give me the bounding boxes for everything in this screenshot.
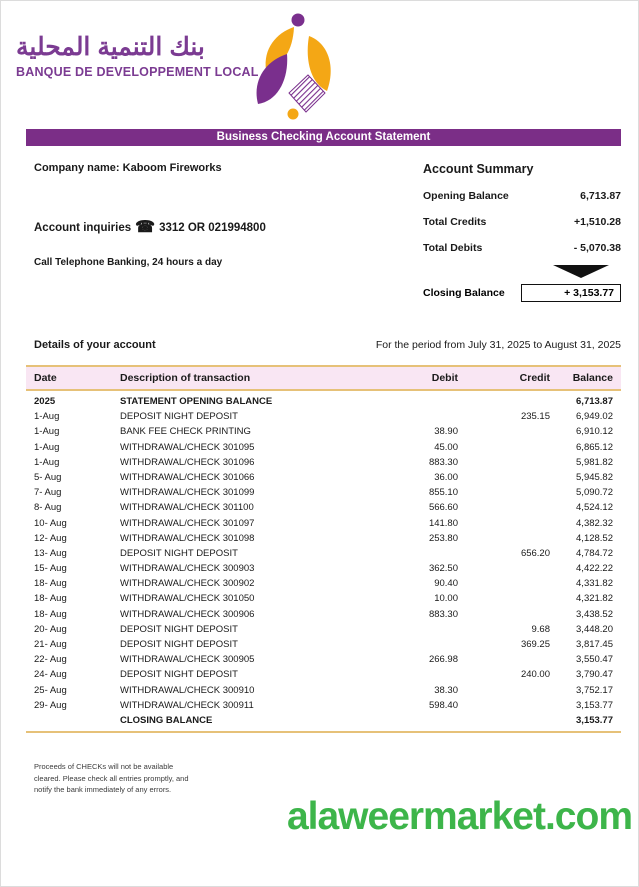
bank-brand — [16, 7, 259, 79]
cell-description: WITHDRAWAL/CHECK 300903 — [120, 563, 255, 575]
cell-debit: 253.80 — [428, 532, 458, 544]
cell-date: 29- Aug — [34, 699, 67, 711]
statement-title-banner: Business Checking Account Statement — [26, 129, 621, 146]
cell-date: 18- Aug — [34, 608, 67, 620]
table-row — [26, 424, 621, 439]
cell-debit — [376, 409, 458, 424]
cell-balance: 5,945.82 — [576, 471, 613, 483]
table-row — [26, 667, 621, 682]
cell-debit — [376, 667, 458, 682]
table-row — [26, 591, 621, 606]
cell-credit: 9.68 — [531, 623, 550, 635]
cell-credit: 369.25 — [520, 639, 550, 650]
cell-credit: 240.00 — [520, 669, 550, 681]
col-header-date: Date — [26, 367, 114, 390]
table-row — [26, 546, 621, 561]
summary-value: +1,510.28 — [573, 216, 621, 228]
cell-description: WITHDRAWAL/CHECK 300910 — [120, 684, 255, 696]
cell-description: WITHDRAWAL/CHECK 300906 — [120, 608, 255, 620]
cell-date: 7- Aug — [34, 487, 62, 499]
cell-balance: 3,752.17 — [576, 684, 613, 696]
table-row — [26, 500, 621, 515]
cell-balance: 3,817.45 — [576, 639, 613, 650]
cell-balance: 3,790.47 — [576, 669, 613, 681]
info-section — [34, 162, 621, 302]
account-inquiries — [34, 220, 374, 236]
details-heading: Details of your account — [34, 339, 156, 351]
watermark-text: alaweermarket.com — [286, 794, 632, 838]
cell-description: WITHDRAWAL/CHECK 300905 — [120, 654, 255, 666]
cell-date: 10- Aug — [34, 517, 67, 529]
closing-balance-row — [423, 284, 621, 302]
company-name: Company name: Kaboom Fireworks — [34, 162, 222, 174]
account-summary — [423, 162, 621, 302]
table-row — [26, 439, 621, 454]
cell-description: WITHDRAWAL/CHECK 301100 — [120, 502, 254, 514]
cell-description: WITHDRAWAL/CHECK 301099 — [120, 487, 255, 499]
col-header-credit: Credit — [458, 367, 550, 390]
cell-balance: 3,448.20 — [576, 623, 613, 635]
cell-date: 1-Aug — [34, 411, 60, 423]
header — [1, 1, 638, 123]
cell-debit — [376, 546, 458, 561]
cell-debit: 36.00 — [434, 471, 458, 483]
cell-description: DEPOSIT NIGHT DEPOSIT — [120, 669, 238, 681]
cell-debit — [376, 390, 458, 409]
cell-debit: 855.10 — [428, 487, 458, 499]
footer-notice-line: notify the bank immediately of any errors. — [34, 785, 172, 795]
phone-icon: ☎ — [135, 219, 156, 236]
cell-date: 1-Aug — [34, 456, 60, 468]
cell-balance: 3,153.77 — [576, 699, 613, 711]
cell-description: WITHDRAWAL/CHECK 300911 — [120, 699, 254, 711]
cell-credit — [458, 591, 550, 606]
cell-credit — [458, 682, 550, 697]
cell-debit: 598.40 — [428, 699, 458, 711]
cell-description: DEPOSIT NIGHT DEPOSIT — [120, 639, 238, 650]
cell-debit — [376, 622, 458, 637]
cell-debit: 45.00 — [434, 441, 458, 453]
cell-date: 25- Aug — [34, 684, 67, 696]
cell-balance: 4,321.82 — [576, 593, 613, 605]
summary-label: Opening Balance — [423, 190, 509, 202]
table-row — [26, 455, 621, 470]
bank-name-french: BANQUE DE DEVELOPPEMENT LOCAL — [16, 64, 259, 79]
cell-credit — [458, 485, 550, 500]
table-row — [26, 698, 621, 713]
cell-balance: 5,090.72 — [576, 487, 613, 499]
cell-date — [26, 713, 114, 731]
cell-credit: 235.15 — [520, 411, 550, 423]
transactions-table — [26, 367, 621, 731]
cell-credit — [458, 424, 550, 439]
cell-balance: 5,981.82 — [576, 456, 613, 468]
cell-balance: 4,784.72 — [576, 547, 613, 559]
table-row — [26, 531, 621, 546]
table-row — [26, 515, 621, 530]
cell-date: 18- Aug — [34, 593, 67, 605]
cell-debit — [376, 713, 458, 731]
cell-description: WITHDRAWAL/CHECK 301066 — [120, 471, 255, 483]
cell-credit — [458, 576, 550, 591]
cell-description: WITHDRAWAL/CHECK 301098 — [120, 532, 255, 544]
summary-value: 6,713.87 — [580, 190, 621, 202]
cell-description: WITHDRAWAL/CHECK 301095 — [120, 441, 255, 453]
statement-period: For the period from July 31, 2025 to August 31, 2025 — [375, 339, 621, 351]
cell-debit: 883.30 — [428, 456, 458, 468]
table-header-row — [26, 367, 621, 390]
table-row — [26, 713, 621, 731]
cell-description: DEPOSIT NIGHT DEPOSIT — [120, 411, 238, 423]
summary-row-debits — [423, 242, 621, 254]
cell-description: WITHDRAWAL/CHECK 300902 — [120, 578, 255, 590]
cell-debit: 141.80 — [428, 517, 458, 529]
cell-credit: 656.20 — [520, 547, 550, 559]
cell-credit — [458, 500, 550, 515]
cell-date: 20- Aug — [34, 623, 67, 635]
col-header-debit: Debit — [376, 367, 458, 390]
cell-date: 12- Aug — [34, 532, 67, 544]
cell-debit: 38.90 — [434, 426, 458, 438]
table-row — [26, 576, 621, 591]
cell-description: WITHDRAWAL/CHECK 301097 — [120, 517, 255, 529]
cell-debit: 266.98 — [428, 654, 458, 666]
cell-debit: 90.40 — [434, 578, 458, 590]
company-info — [34, 162, 374, 302]
details-heading-row — [34, 339, 621, 351]
cell-date: 21- Aug — [34, 639, 67, 650]
table-row — [26, 409, 621, 424]
cell-date: 15- Aug — [34, 563, 67, 575]
cell-date: 1-Aug — [34, 426, 60, 438]
cell-description: DEPOSIT NIGHT DEPOSIT — [120, 547, 238, 559]
footer — [34, 761, 634, 839]
cell-balance: 3,438.52 — [576, 608, 613, 620]
footer-notice — [34, 761, 634, 796]
cell-date: 22- Aug — [34, 654, 67, 666]
cell-credit — [458, 455, 550, 470]
cell-balance: 4,331.82 — [576, 578, 613, 590]
cell-credit — [458, 607, 550, 622]
cell-debit: 362.50 — [428, 563, 458, 575]
summary-label: Total Debits — [423, 242, 483, 254]
cell-date: 24- Aug — [34, 669, 67, 681]
table-row — [26, 390, 621, 409]
cell-debit: 10.00 — [434, 593, 458, 605]
cell-debit — [376, 637, 458, 652]
cell-date: 8- Aug — [34, 502, 62, 514]
table-row — [26, 607, 621, 622]
cell-description: CLOSING BALANCE — [120, 714, 213, 726]
inquiries-numbers: 3312 OR 021994800 — [159, 222, 266, 234]
closing-balance-value: + 3,153.77 — [521, 284, 621, 302]
cell-balance: 4,422.22 — [576, 563, 613, 575]
cell-credit — [458, 531, 550, 546]
summary-arrow-wrap — [423, 265, 621, 278]
summary-label: Total Credits — [423, 216, 487, 228]
cell-date: 18- Aug — [34, 578, 67, 590]
cell-balance: 6,713.87 — [576, 396, 613, 407]
footer-notice-line: Proceeds of CHECKs will not be available — [34, 761, 174, 771]
table-row — [26, 485, 621, 500]
cell-balance: 6,865.12 — [576, 441, 613, 453]
col-header-description: Description of transaction — [114, 367, 376, 390]
cell-date: 13- Aug — [34, 547, 67, 559]
cell-credit — [458, 713, 550, 731]
cell-balance: 4,128.52 — [576, 532, 613, 544]
telephone-banking-note: Call Telephone Banking, 24 hours a day — [34, 257, 223, 268]
table-row — [26, 652, 621, 667]
summary-row-credits — [423, 216, 621, 228]
cell-credit — [458, 390, 550, 409]
cell-date: 2025 — [34, 396, 56, 407]
cell-date: 5- Aug — [34, 471, 62, 483]
cell-balance: 4,382.32 — [576, 517, 613, 529]
transactions-table-wrap — [26, 365, 621, 733]
table-row — [26, 637, 621, 652]
cell-balance: 3,153.77 — [576, 714, 613, 726]
closing-balance-label: Closing Balance — [423, 287, 505, 299]
cell-balance: 3,550.47 — [576, 654, 613, 666]
transactions-body — [26, 390, 621, 731]
table-row — [26, 470, 621, 485]
cell-description: DEPOSIT NIGHT DEPOSIT — [120, 623, 238, 635]
bank-logo-icon — [250, 11, 335, 126]
cell-debit: 883.30 — [428, 608, 458, 620]
account-summary-title: Account Summary — [423, 162, 534, 176]
cell-credit — [458, 515, 550, 530]
cell-description: BANK FEE CHECK PRINTING — [120, 426, 251, 438]
inquiries-label: Account inquiries — [34, 222, 132, 234]
cell-debit: 566.60 — [428, 502, 458, 514]
cell-credit — [458, 439, 550, 454]
bank-name-arabic: بنك التنمية المحلية — [16, 33, 205, 61]
table-row — [26, 622, 621, 637]
cell-balance: 6,910.12 — [576, 426, 613, 438]
cell-credit — [458, 470, 550, 485]
footer-notice-line: cleared. Please check all entries promptly, and — [34, 773, 189, 783]
cell-credit — [458, 652, 550, 667]
cell-description: STATEMENT OPENING BALANCE — [120, 396, 273, 407]
cell-date: 1-Aug — [34, 441, 60, 453]
cell-credit — [458, 698, 550, 713]
down-triangle-icon — [553, 265, 609, 278]
summary-row-opening — [423, 190, 621, 202]
cell-description: WITHDRAWAL/CHECK 301050 — [120, 593, 255, 605]
cell-debit: 38.30 — [434, 684, 458, 696]
cell-description: WITHDRAWAL/CHECK 301096 — [120, 456, 255, 468]
cell-balance: 4,524.12 — [576, 502, 613, 514]
table-row — [26, 561, 621, 576]
summary-value: - 5,070.38 — [573, 242, 621, 254]
cell-balance: 6,949.02 — [576, 411, 613, 423]
cell-credit — [458, 561, 550, 576]
table-row — [26, 682, 621, 697]
col-header-balance: Balance — [550, 367, 621, 390]
